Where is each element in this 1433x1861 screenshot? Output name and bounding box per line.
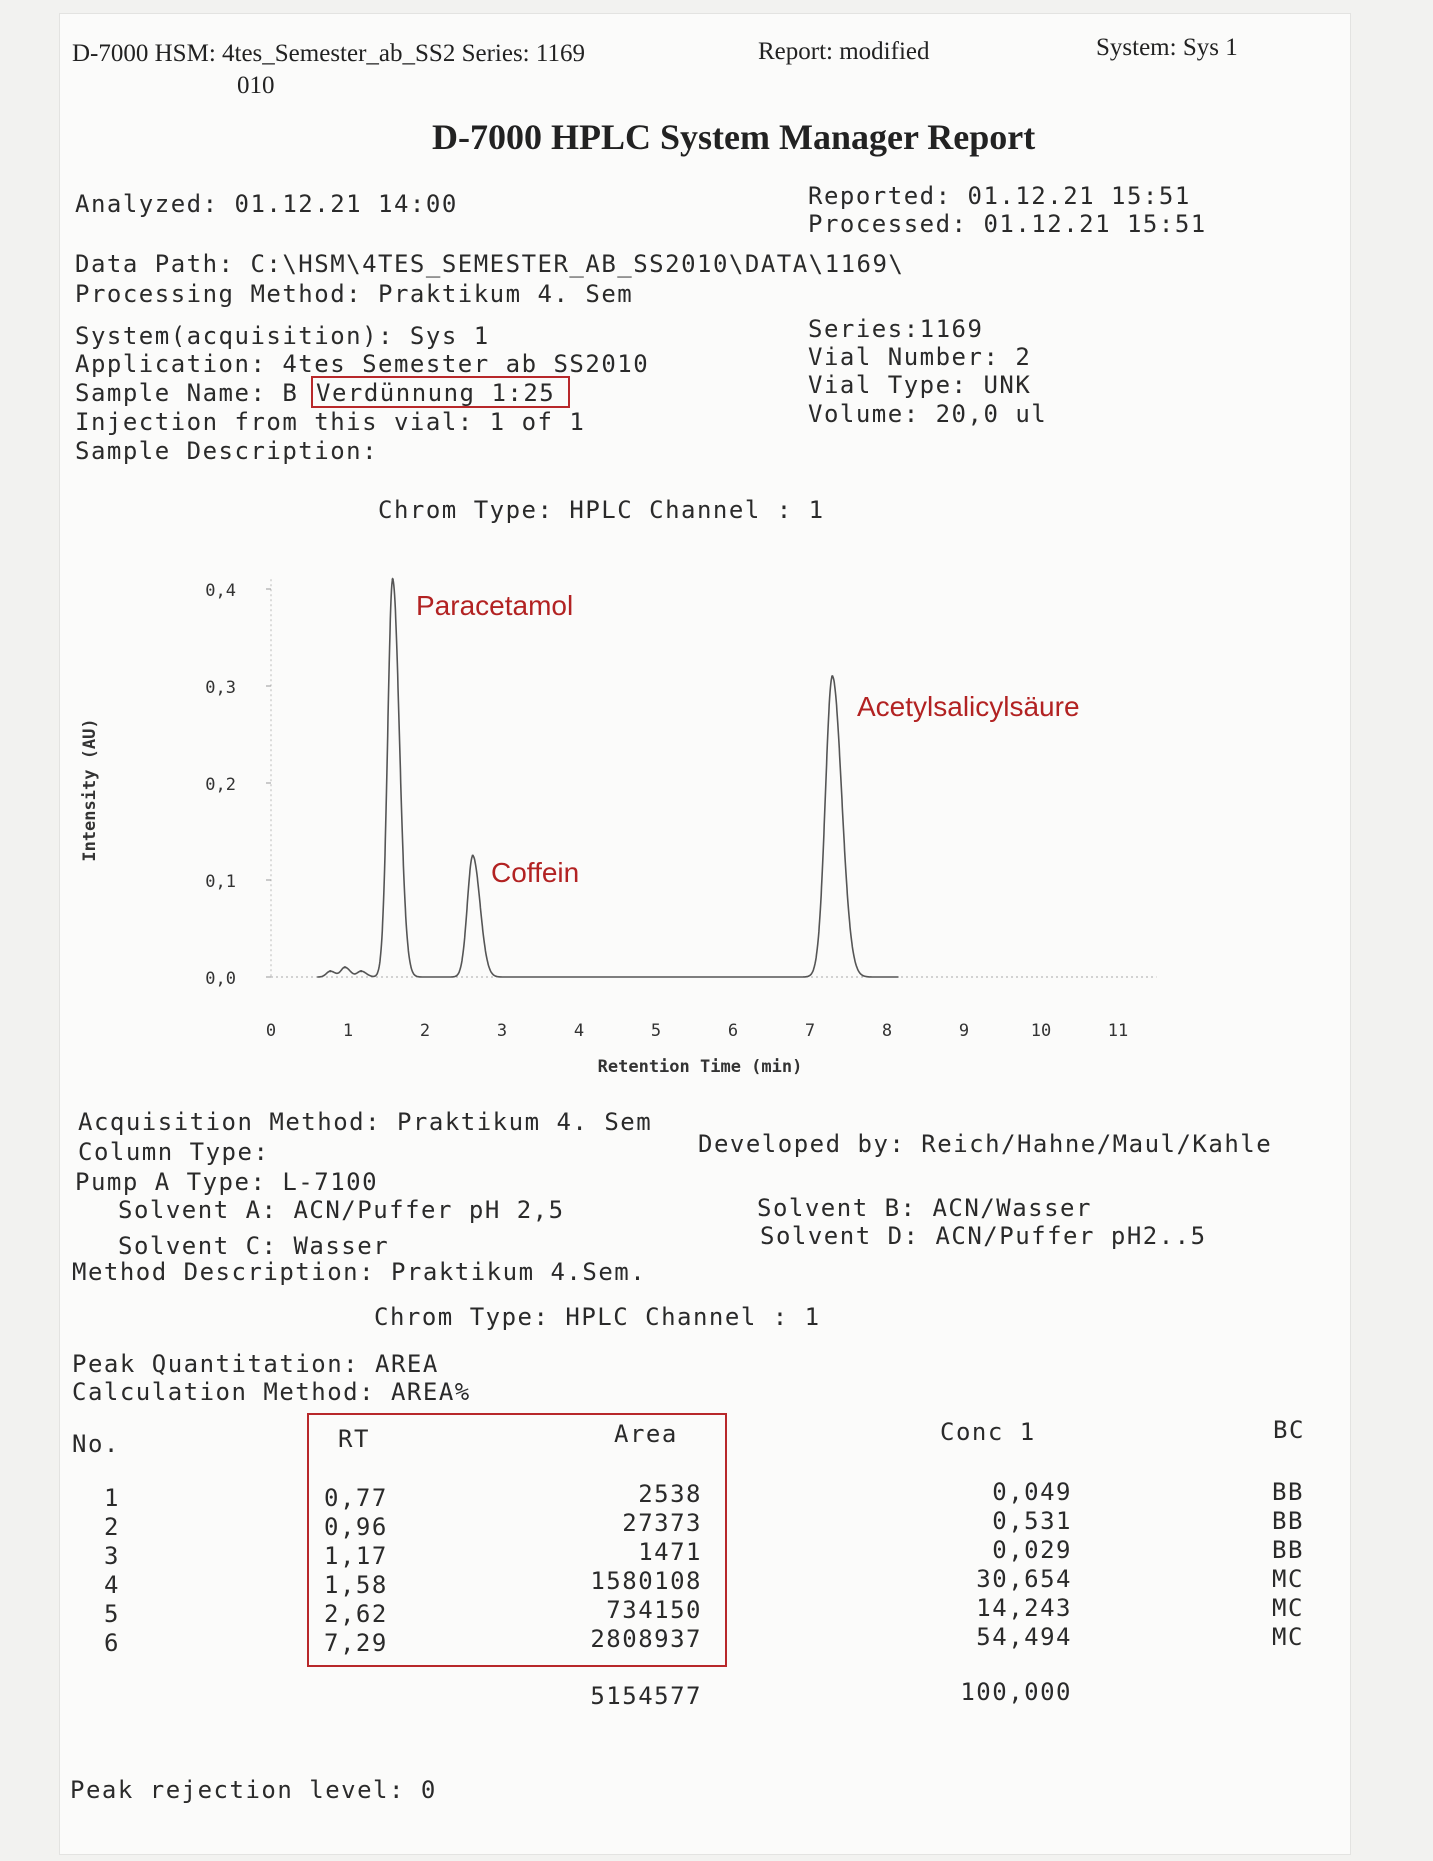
developed-by: Developed by: Reich/Hahne/Maul/Kahle	[698, 1130, 1273, 1158]
row-area: 734150	[606, 1596, 702, 1624]
reported: Reported: 01.12.21 15:51	[808, 182, 1191, 210]
row-area: 27373	[622, 1509, 702, 1537]
header-left: D-7000 HSM: 4tes_Semester_ab_SS2 Series: 1169	[72, 40, 585, 67]
row-conc: 14,243	[976, 1594, 1072, 1622]
annotation-acetylsalicylsaeure: Acetylsalicylsäure	[857, 691, 1080, 722]
x-tick-label: 4	[573, 1021, 585, 1041]
volume: Volume: 20,0 ul	[808, 400, 1048, 428]
injection: Injection from this vial: 1 of 1	[75, 408, 586, 436]
x-tick-label: 2	[419, 1021, 431, 1041]
row-conc: 0,531	[992, 1507, 1072, 1535]
y-tick-label: 0,1	[205, 872, 236, 892]
header-system: System: Sys 1	[1096, 34, 1238, 61]
header-report-status: Report: modified	[758, 38, 930, 65]
sample-description: Sample Description:	[75, 437, 379, 465]
chromatogram-trace	[317, 579, 898, 977]
col-header-area: Area	[614, 1420, 678, 1448]
row-area: 1580108	[590, 1567, 702, 1595]
y-axis-label: Intensity (AU)	[80, 718, 100, 862]
peak-marker	[472, 855, 474, 857]
row-rt: 0,77	[324, 1484, 388, 1512]
row-bc: MC	[1272, 1623, 1304, 1651]
row-no: 1	[104, 1484, 120, 1512]
row-no: 4	[104, 1571, 120, 1599]
x-tick-label: 5	[650, 1021, 662, 1041]
x-tick-label: 8	[881, 1021, 893, 1041]
chart-title: Chrom Type: HPLC Channel : 1	[378, 496, 825, 524]
annotation-coffein: Coffein	[491, 857, 580, 888]
row-conc: 0,029	[992, 1536, 1072, 1564]
peak-marker	[360, 970, 362, 972]
total-conc: 100,000	[960, 1678, 1072, 1706]
sample-name-label: Sample Name: B	[75, 379, 299, 407]
x-tick-label: 0	[265, 1021, 277, 1041]
solvent-c: Solvent C: Wasser	[118, 1232, 390, 1260]
vial-number: Vial Number: 2	[808, 343, 1032, 371]
row-bc: BB	[1272, 1507, 1304, 1535]
row-conc: 54,494	[976, 1623, 1072, 1651]
peak-marker	[344, 966, 346, 968]
y-tick-label: 0,2	[205, 775, 236, 795]
row-no: 5	[104, 1600, 120, 1628]
peak-marker	[329, 970, 331, 972]
peak-marker	[391, 578, 393, 580]
row-rt: 0,96	[324, 1513, 388, 1541]
processed: Processed: 01.12.21 15:51	[808, 210, 1207, 238]
x-tick-label: 10	[1030, 1021, 1052, 1041]
x-axis-label: Retention Time (min)	[597, 1057, 803, 1077]
row-bc: MC	[1272, 1594, 1304, 1622]
row-bc: MC	[1272, 1565, 1304, 1593]
col-header-bc: BC	[1273, 1416, 1305, 1444]
acquisition-method: Acquisition Method: Praktikum 4. Sem	[78, 1108, 653, 1136]
row-rt: 1,58	[324, 1571, 388, 1599]
processing-method: Processing Method: Praktikum 4. Sem	[75, 280, 634, 308]
col-header-no: No.	[72, 1430, 120, 1458]
col-header-conc: Conc 1	[940, 1418, 1036, 1446]
row-no: 6	[104, 1629, 120, 1657]
y-tick-label: 0,0	[205, 969, 236, 989]
row-area: 1471	[638, 1538, 702, 1566]
series: Series:1169	[808, 315, 984, 343]
solvent-a: Solvent A: ACN/Puffer pH 2,5	[118, 1196, 565, 1224]
system-acquisition: System(acquisition): Sys 1	[75, 322, 490, 350]
peak-marker	[831, 675, 833, 677]
calculation-method: Calculation Method: AREA%	[72, 1378, 471, 1406]
row-rt: 1,17	[324, 1542, 388, 1570]
row-no: 2	[104, 1513, 120, 1541]
report-title: D-7000 HPLC System Manager Report	[432, 117, 1036, 157]
y-tick-label: 0,4	[205, 581, 236, 601]
solvent-b: Solvent B: ACN/Wasser	[757, 1194, 1092, 1222]
peak-quantitation: Peak Quantitation: AREA	[72, 1350, 439, 1378]
solvent-d: Solvent D: ACN/Puffer pH2..5	[760, 1222, 1207, 1250]
x-tick-label: 6	[727, 1021, 739, 1041]
row-no: 3	[104, 1542, 120, 1570]
column-type: Column Type:	[78, 1138, 270, 1166]
row-bc: BB	[1272, 1536, 1304, 1564]
row-rt: 7,29	[324, 1629, 388, 1657]
row-bc: BB	[1272, 1478, 1304, 1506]
y-tick-label: 0,3	[205, 678, 236, 698]
pump-type: Pump A Type: L-7100	[75, 1168, 379, 1196]
data-path: Data Path: C:\HSM\4TES_SEMESTER_AB_SS2010\DATA\1169\	[75, 250, 905, 278]
col-header-rt: RT	[338, 1425, 370, 1453]
chrom-type-2: Chrom Type: HPLC Channel : 1	[374, 1303, 821, 1331]
row-rt: 2,62	[324, 1600, 388, 1628]
row-conc: 30,654	[976, 1565, 1072, 1593]
annotation-paracetamol: Paracetamol	[416, 590, 574, 621]
row-conc: 0,049	[992, 1478, 1072, 1506]
method-description: Method Description: Praktikum 4.Sem.	[72, 1258, 647, 1286]
x-tick-label: 9	[958, 1021, 970, 1041]
vial-type: Vial Type: UNK	[808, 371, 1032, 399]
row-area: 2538	[638, 1480, 702, 1508]
x-tick-label: 1	[342, 1021, 354, 1041]
peak-rejection-level: Peak rejection level: 0	[70, 1776, 437, 1804]
analyzed: Analyzed: 01.12.21 14:00	[75, 190, 458, 218]
sample-name-value: Verdünnung 1:25	[316, 379, 556, 407]
row-area: 2808937	[590, 1625, 702, 1653]
x-tick-label: 11	[1107, 1021, 1129, 1041]
x-tick-label: 7	[804, 1021, 816, 1041]
header-left-cont: 010	[237, 72, 275, 99]
total-area: 5154577	[590, 1682, 702, 1710]
application: Application: 4tes Semester ab SS2010	[75, 350, 650, 378]
x-tick-label: 3	[496, 1021, 508, 1041]
